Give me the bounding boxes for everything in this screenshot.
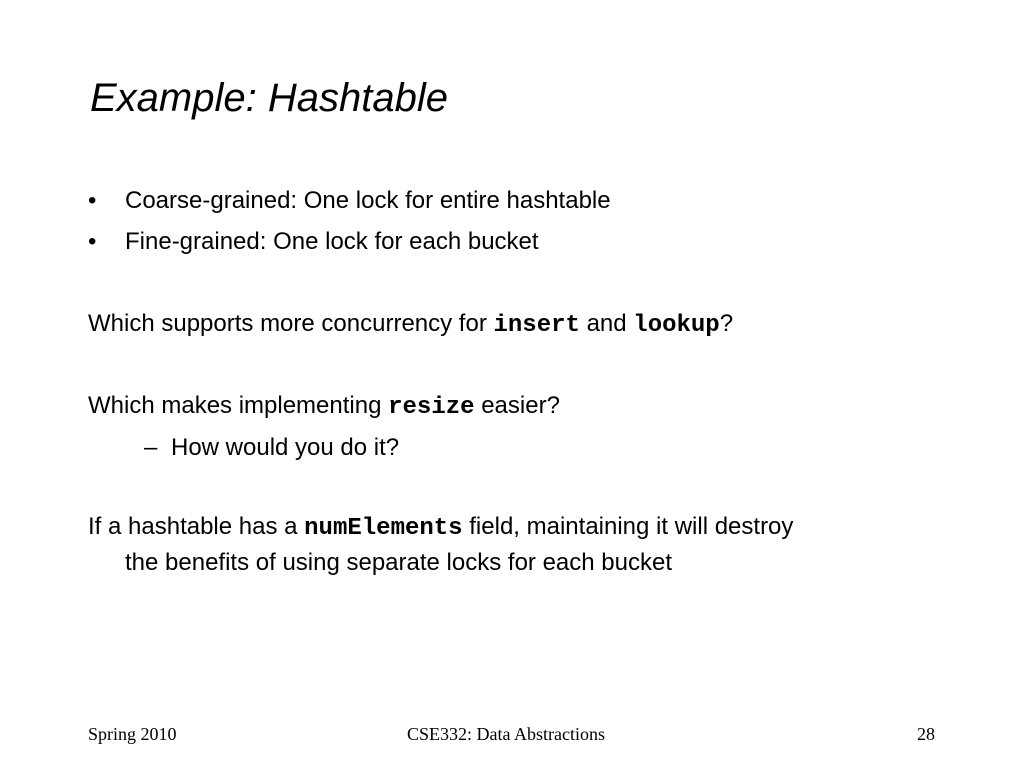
statement-text: field, maintaining it will destroy <box>462 513 794 540</box>
bullet-text: Coarse-grained: One lock for entire hashtable <box>125 187 611 214</box>
sub-item-how <box>144 433 399 463</box>
slide-title: Example: Hashtable <box>90 76 448 120</box>
question-text: easier? <box>474 392 560 419</box>
statement-text-line2: the benefits of using separate locks for each bucket <box>125 549 672 576</box>
code-insert: insert <box>493 312 580 339</box>
question-text: and <box>579 310 634 337</box>
footer-page-number: 28 <box>917 724 935 744</box>
sub-item-marker: – <box>144 434 158 461</box>
code-lookup: lookup <box>633 312 720 339</box>
bullet-marker: • <box>88 228 97 255</box>
question-resize <box>88 391 560 423</box>
question-concurrency <box>88 309 733 341</box>
bullet-coarse-grained <box>88 186 611 216</box>
statement-numelements <box>88 512 948 578</box>
question-text: ? <box>719 310 734 337</box>
bullet-marker: • <box>88 187 97 214</box>
code-resize: resize <box>388 394 475 421</box>
footer-course: CSE332: Data Abstractions <box>407 724 605 744</box>
bullet-text: Fine-grained: One lock for each bucket <box>125 228 539 255</box>
bullet-fine-grained <box>88 227 539 257</box>
code-numelements: numElements <box>304 515 463 542</box>
question-text: Which makes implementing <box>88 392 389 419</box>
footer-date: Spring 2010 <box>88 724 177 744</box>
question-text: Which supports more concurrency for <box>88 310 494 337</box>
sub-item-text: How would you do it? <box>171 434 400 461</box>
statement-text: If a hashtable has a <box>88 513 305 540</box>
